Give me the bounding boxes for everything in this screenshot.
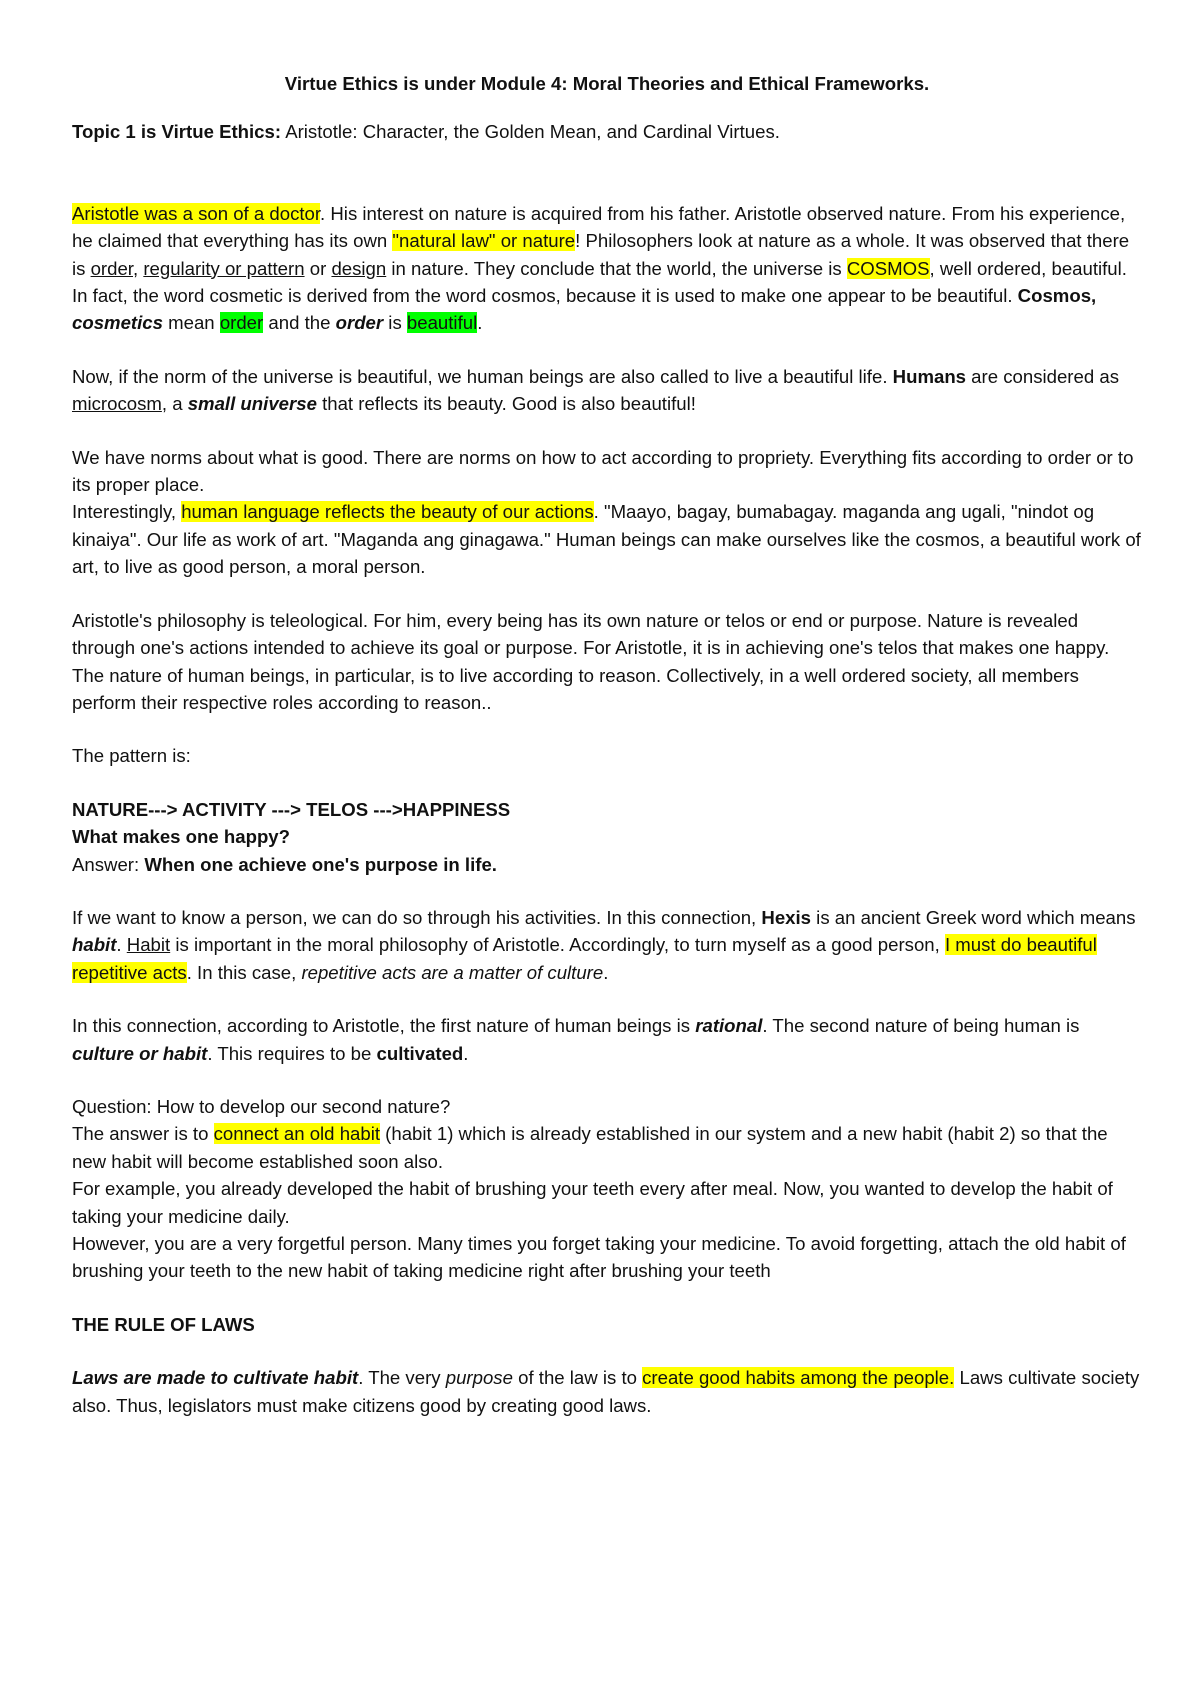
bold-italic-rational: rational <box>695 1015 763 1037</box>
text-run: is an ancient Greek word which means <box>811 906 1136 928</box>
however-line: However, you are a very forgetful person. Many times you forget taking your medicine. To avoid forgetting, attach the old habit of brushing your teeth to the new habit of taking medicine right after brushing your teeth <box>72 1233 1126 1282</box>
text-run: is important in the moral philosophy of Aristotle. Accordingly, to turn myself as a good person, <box>170 934 945 956</box>
text-run: . His interest on nature is acquired from his father. Aristotle observed nature. From his experience, he claimed that everything has its own <box>72 202 1126 252</box>
paragraph-second-nature <box>72 1012 1142 1067</box>
document-title: Virtue Ethics is under Module 4: Moral Theories and Ethical Frameworks. <box>284 73 930 94</box>
pattern-answer <box>72 851 1142 878</box>
paragraph-teleological: Aristotle's philosophy is teleological. For him, every being has its own nature or telos or end or purpose. Nature is revealed through one's actions intended to achieve its goal or purpose. For Aristotle, it is in achieving one's telos that makes one happy. The nature of human beings, in particular, is to live according to reason. Collectively, in a well ordered society, all members perform their respective roles according to reason.. <box>72 609 1110 713</box>
underline-habit: Habit <box>126 934 171 956</box>
bold-italic-habit: habit <box>72 934 117 956</box>
highlight-human-language: human language reflects the beauty of our actions <box>181 501 594 523</box>
pattern-intro: The pattern is: <box>72 745 191 767</box>
heading-text: THE RULE OF LAWS <box>72 1313 255 1335</box>
paragraph-laws <box>72 1364 1142 1419</box>
topic-label: Topic 1 is Virtue Ethics: <box>72 121 282 143</box>
text-run: Interestingly, <box>72 501 182 523</box>
language-line <box>72 498 1142 580</box>
question-line: Question: How to develop our second nature? <box>72 1095 451 1117</box>
text-run: or <box>304 257 332 279</box>
paragraph-develop-habit <box>72 1093 1142 1285</box>
paragraph-norms <box>72 444 1142 581</box>
text-run: . "Maayo, bagay, bumabagay. maganda ang ugali, "nindot og kinaiya". Our life as work of art. "Maganda ang ginagawa." Human beings can make ourselves like the cosmos, a beautiful work of art, to live as good person, a moral person. <box>72 501 1141 578</box>
text-run: . <box>116 934 127 956</box>
topic-text: Aristotle: Character, the Golden Mean, and Cardinal Virtues. <box>281 121 780 143</box>
text-run: The answer is to <box>72 1123 214 1145</box>
bold-humans: Humans <box>892 365 967 387</box>
text-run: . <box>603 961 609 983</box>
example-line: For example, you already developed the habit of brushing your teeth every after meal. Now, you wanted to develop the habit of taking your medicine daily. <box>72 1178 1113 1227</box>
text-run: are considered as <box>966 365 1119 387</box>
bold-italic-cosmetics: cosmetics <box>72 312 163 334</box>
bold-hexis: Hexis <box>761 906 812 928</box>
text-run: . <box>477 312 483 334</box>
text-run: , well ordered, beautiful. In fact, the word cosmetic is derived from the word cosmos, because it is used to make one appear to be beautiful. <box>72 257 1127 307</box>
text-run: , <box>1091 285 1097 307</box>
text-run: Now, if the norm of the universe is beautiful, we human beings are also called to live a beautiful life. <box>72 365 893 387</box>
text-run: In this connection, according to Aristotle, the first nature of human beings is <box>72 1015 696 1037</box>
text-run: (habit 1) which is already established in our system and a new habit (habit 2) so that the new habit will become established soon also. <box>72 1123 1108 1172</box>
text-run: and the <box>263 312 336 334</box>
text-run: . In this case, <box>186 961 302 983</box>
bold-italic-order: order <box>335 312 384 334</box>
highlight-connect-old-habit: connect an old habit <box>213 1123 381 1145</box>
bold-italic-culture-or-habit: culture or habit <box>72 1042 208 1064</box>
highlight-cosmos: COSMOS <box>846 257 930 279</box>
text-run: If we want to know a person, we can do so through his activities. In this connection, <box>72 906 762 928</box>
text-run: ! Philosophers look at nature as a whole. It was observed that there is <box>72 230 1130 279</box>
document-page <box>72 70 1142 1445</box>
underline-microcosm: microcosm <box>72 393 162 415</box>
answer-label: Answer: <box>72 853 145 875</box>
text-run: of the law is to <box>512 1367 643 1389</box>
highlight-natural-law: "natural law" or nature <box>392 230 576 252</box>
highlight-repetitive-acts: I must do beautiful repetitive acts <box>72 934 1097 983</box>
text-run: that reflects its beauty. Good is also beautiful! <box>316 393 696 415</box>
text-run: , a <box>161 393 188 415</box>
underline-design: design <box>331 257 387 279</box>
green-highlight-beautiful: beautiful <box>406 312 478 334</box>
bold-cultivated: cultivated <box>376 1042 464 1064</box>
text-run: , <box>132 257 144 279</box>
text-run: is <box>383 312 407 334</box>
highlight-son-of-doctor: Aristotle was a son of a doctor <box>72 202 321 224</box>
bold-cosmos: Cosmos <box>1017 285 1092 307</box>
answer-text: When one achieve one's purpose in life. <box>144 853 497 875</box>
underline-order: order <box>90 257 133 279</box>
italic-purpose: purpose <box>445 1367 513 1389</box>
text-run: Laws cultivate society also. Thus, legislators must make citizens good by creating good laws. <box>72 1367 1140 1416</box>
pattern-flow: NATURE---> ACTIVITY ---> TELOS --->HAPPINESS <box>72 798 511 820</box>
paragraph-hexis <box>72 904 1142 986</box>
text-run: . The second nature of being human is <box>762 1015 1080 1037</box>
text-run: . <box>463 1042 469 1064</box>
italic-matter-of-culture: repetitive acts are a matter of culture <box>301 961 604 983</box>
text-run: mean <box>162 312 220 334</box>
answer-line <box>72 1120 1142 1175</box>
topic-line <box>72 118 1142 145</box>
pattern-question: What makes one happy? <box>72 826 291 848</box>
bold-italic-small-universe: small universe <box>187 393 317 415</box>
text-run: in nature. They conclude that the world, the universe is <box>386 257 847 279</box>
text-run: . The very <box>358 1367 446 1389</box>
highlight-good-habits: create good habits among the people. <box>642 1367 955 1389</box>
text-run: . This requires to be <box>207 1042 377 1064</box>
green-highlight-order: order <box>219 312 264 334</box>
pattern-block <box>72 796 1142 878</box>
underline-regularity: regularity or pattern <box>143 257 305 279</box>
rule-of-laws-heading <box>72 1311 1142 1338</box>
paragraph-cosmos <box>72 200 1142 337</box>
paragraph-microcosm <box>72 363 1142 418</box>
norms-line: We have norms about what is good. There are norms on how to act according to propriety. Everything fits according to order or to its proper place. <box>72 446 1134 496</box>
bold-italic-laws-cultivate: Laws are made to cultivate habit <box>72 1367 359 1389</box>
